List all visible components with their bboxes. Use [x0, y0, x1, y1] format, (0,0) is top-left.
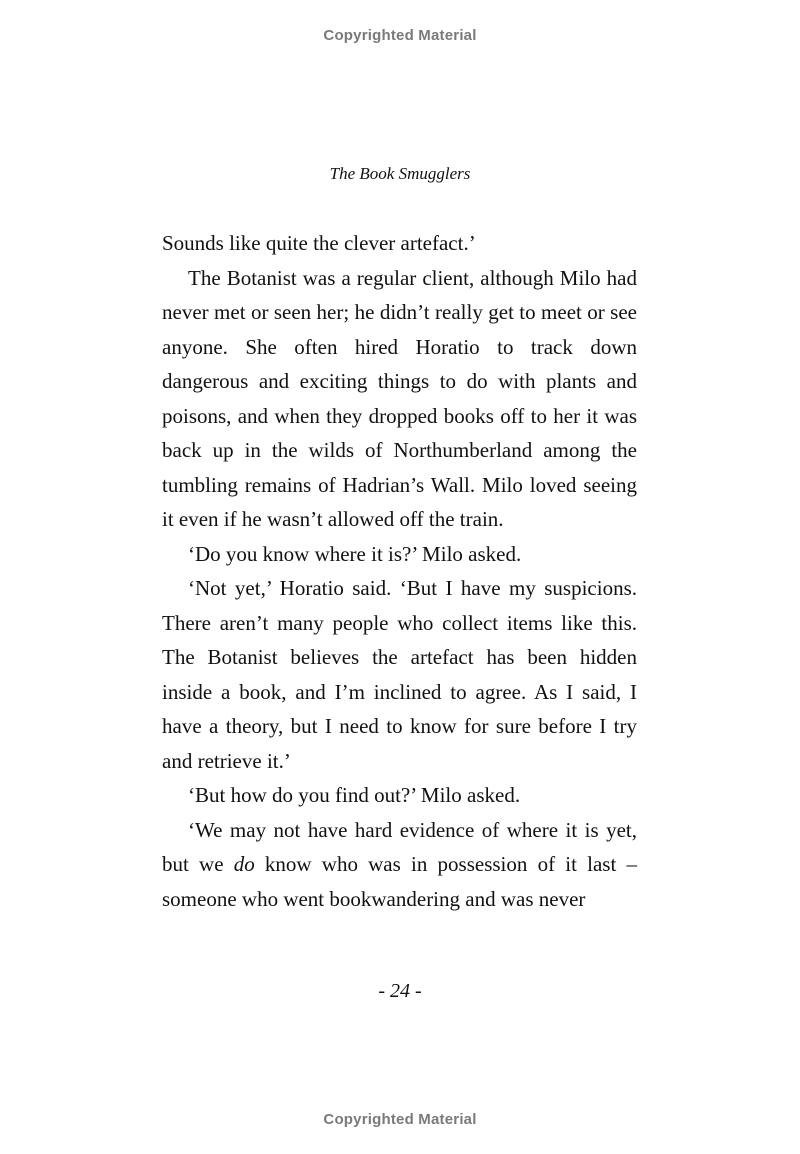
paragraph: Sounds like quite the clever artefact.’ [162, 231, 476, 255]
paragraph-text: know who was in possession of it last – someone who went bookwandering and was never [162, 852, 637, 911]
paragraph: ‘Not yet,’ Horatio said. ‘But I have my suspicions. There aren’t many people who collect items like this. The Botanist believes the artefact has been hidden inside a book, and I’m inclined to agree. As I said, I have a theory, but I need to know for sure before I try and retrieve it.’ [162, 576, 637, 773]
paragraph-last [162, 813, 637, 917]
running-head: The Book Smugglers [329, 164, 471, 183]
paragraph-text: ‘We may not have hard evidence of where it is yet, but we [162, 817, 637, 876]
paragraph: The Botanist was a regular client, although Milo had never met or seen her; he didn’t really get to meet or see anyone. She often hired Horatio to track down dangerous and exciting things to do with plants and poisons, and when they dropped books off to her it was back up in the wilds of Northumberland among the tumbling remains of Hadrian’s Wall. Milo loved seeing it even if he wasn’t allowed off the train. [162, 265, 637, 531]
paragraph: ‘But how do you find out?’ Milo asked. [188, 783, 521, 807]
paragraph: ‘Do you know where it is?’ Milo asked. [188, 541, 522, 566]
copyright-watermark-bottom: Copyrighted Material [323, 1111, 477, 1128]
body-text [162, 226, 637, 916]
emphasis-text: do [233, 852, 255, 876]
copyright-watermark-top: Copyrighted Material [323, 27, 477, 44]
page-number: - 24 - [378, 980, 422, 1002]
